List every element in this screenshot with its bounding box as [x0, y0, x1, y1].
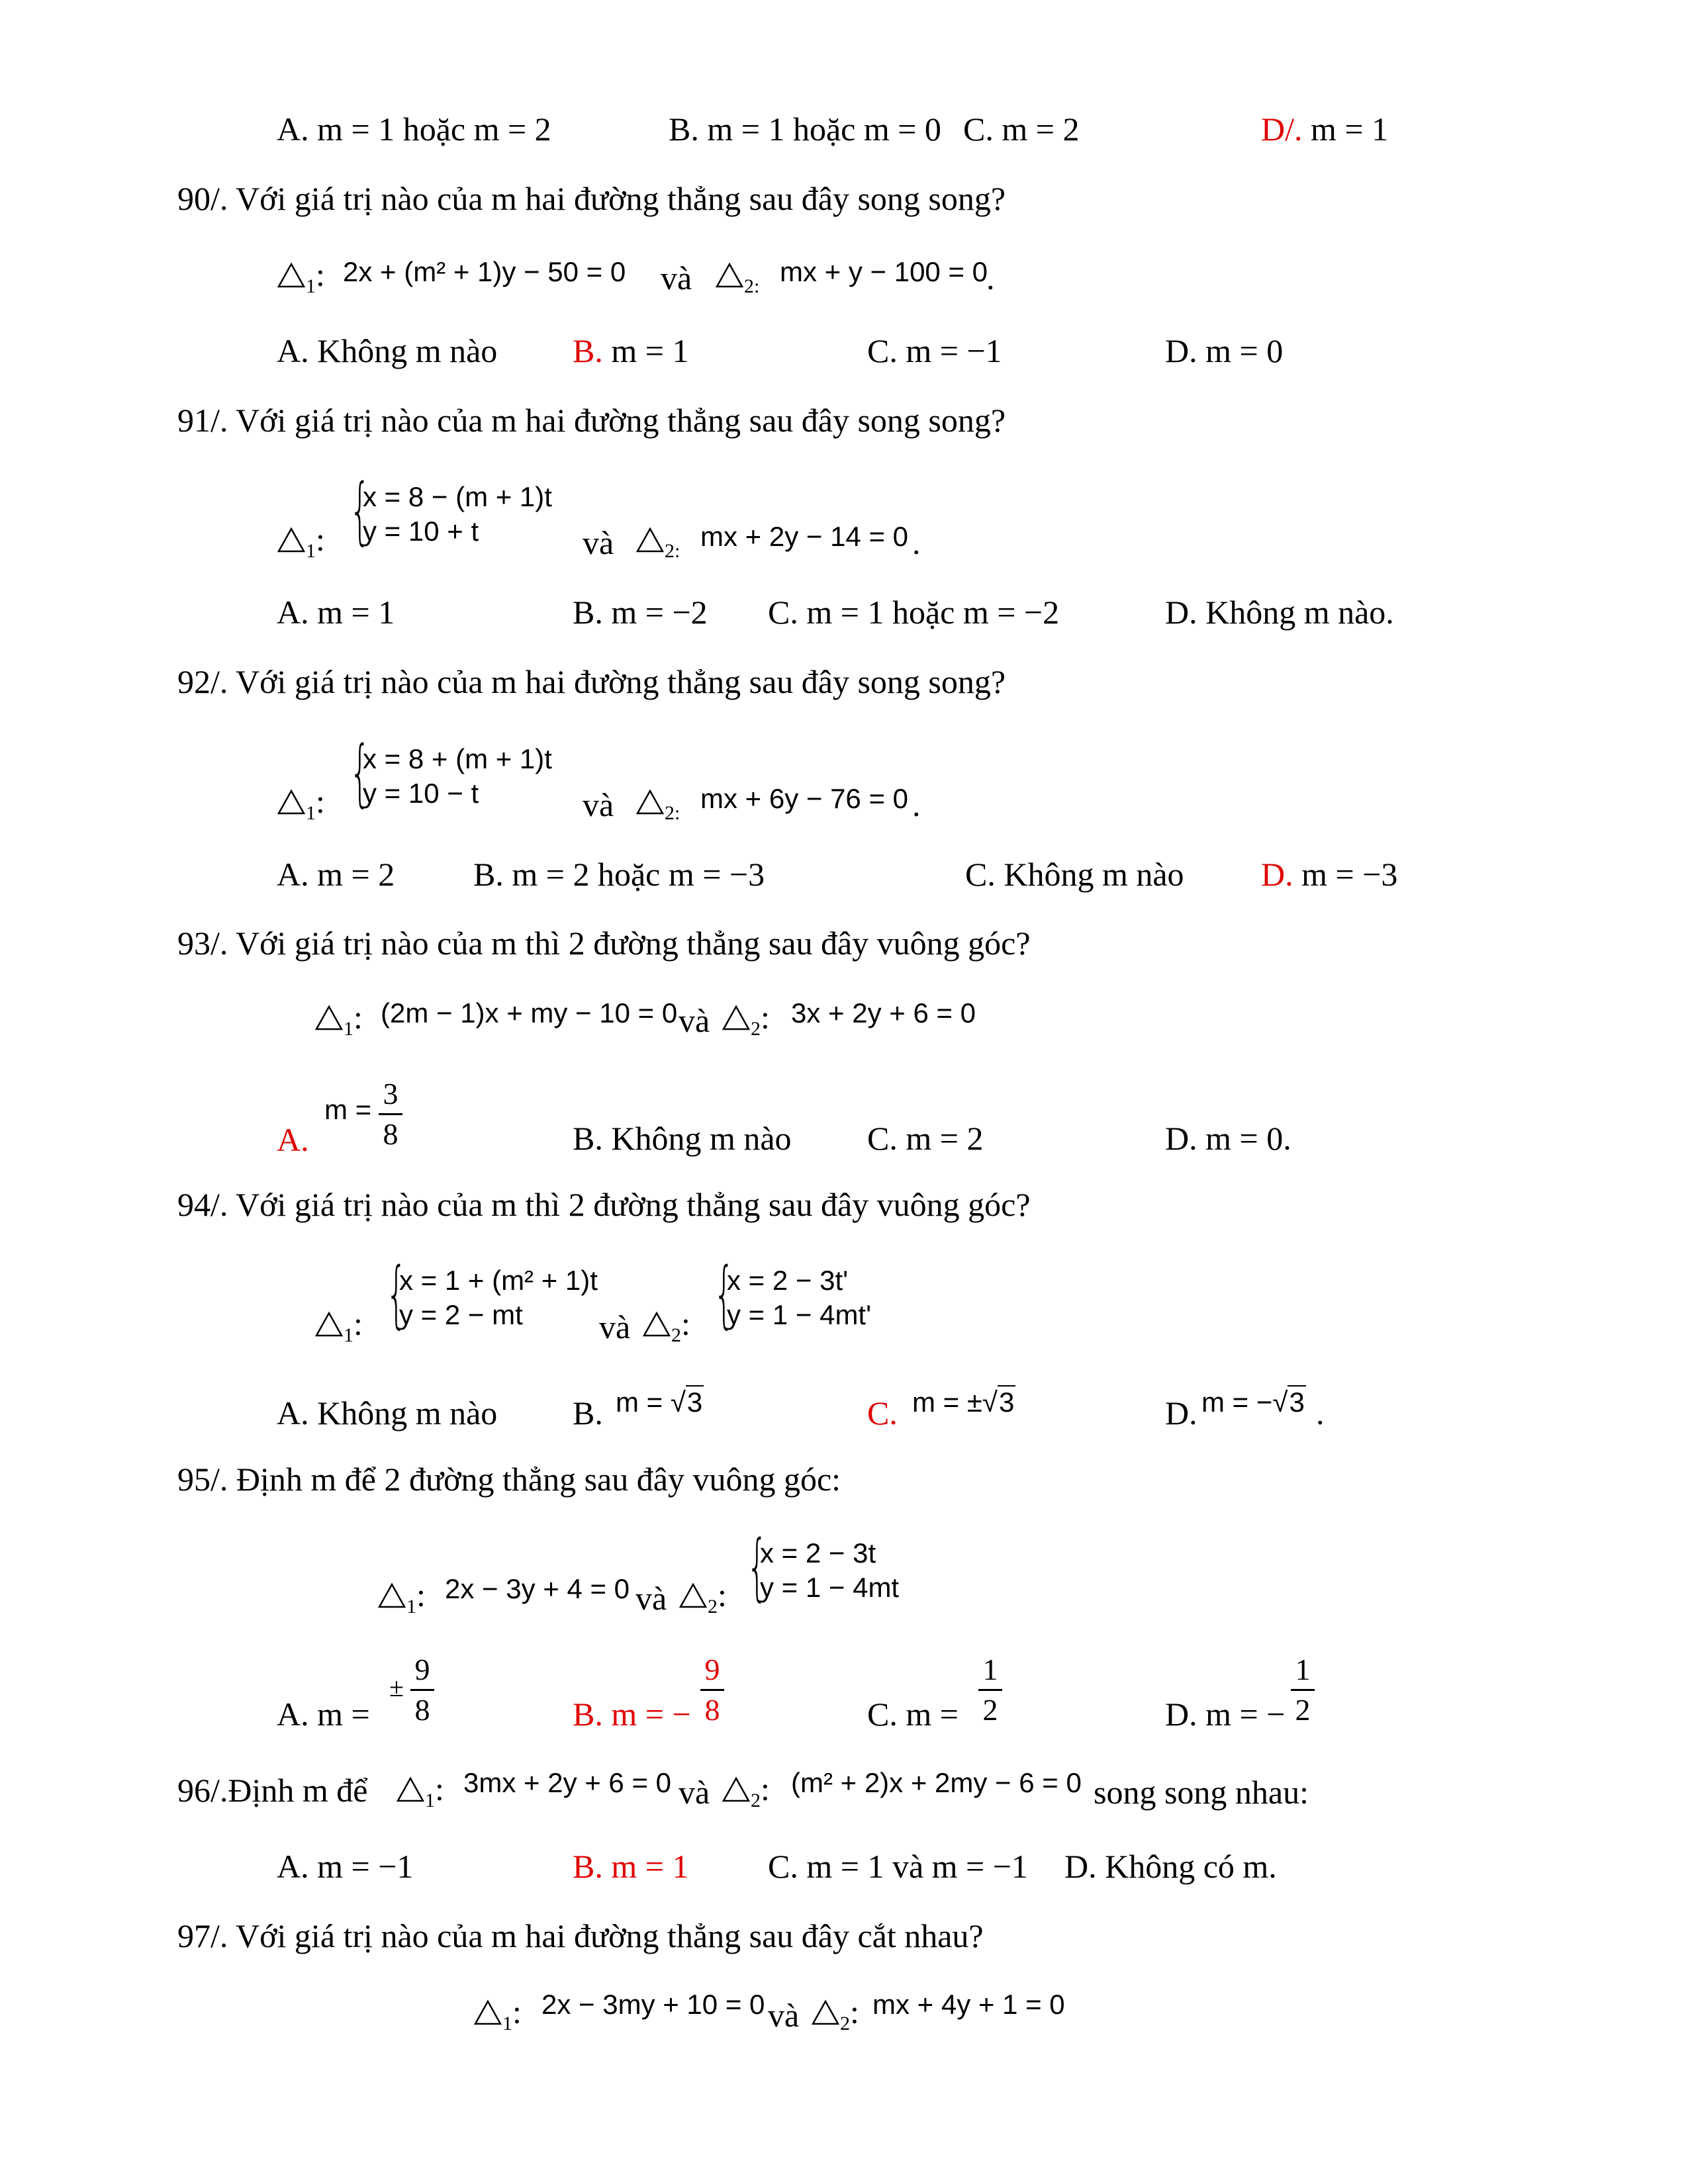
- q91-option-c: C. m = 1 hoặc m = −2: [768, 594, 1060, 631]
- colon: :: [353, 999, 363, 1036]
- fraction-bar: [410, 1689, 434, 1691]
- q95-option-a-sign: ±: [389, 1672, 404, 1702]
- q96-delta2: [722, 1772, 770, 1811]
- q96-option-a: A. m = −1: [277, 1848, 414, 1885]
- q97-and: và: [768, 1997, 800, 2034]
- triangle-icon: [635, 789, 665, 815]
- delta1-subscript: 1: [406, 1596, 416, 1617]
- colon: :: [353, 1305, 363, 1342]
- q94-and: và: [599, 1308, 631, 1345]
- triangle-icon: [473, 1999, 502, 2026]
- q94-option-d-radicand: 3: [1289, 1387, 1305, 1418]
- delta2-subscript: 2: [671, 1324, 681, 1346]
- q95-sys-line2: y = 1 − 4mt: [760, 1572, 900, 1603]
- fraction-numerator: 3: [383, 1077, 399, 1111]
- q89-option-d-value: m = 1: [1302, 111, 1389, 148]
- fraction-denominator: 8: [414, 1693, 430, 1727]
- q93-delta2: [722, 1001, 770, 1039]
- q89-option-d: [1261, 113, 1388, 146]
- q96-delta2-eq: (m² + 2)x + 2my − 6 = 0: [791, 1767, 1082, 1798]
- fraction-bar: [978, 1689, 1002, 1691]
- colon: :: [435, 1770, 444, 1807]
- triangle-icon: [314, 1311, 344, 1338]
- q89-option-a: A. m = 1 hoặc m = 2: [277, 111, 551, 148]
- delta1-subscript: 1: [306, 275, 316, 297]
- q91-question: 91/. Với giá trị nào của m hai đường thẳng sau đây song song?: [177, 402, 1006, 439]
- q91-delta2: [635, 523, 680, 561]
- delta1-subscript: 1: [306, 540, 316, 562]
- q90-option-b-letter: B.: [573, 332, 603, 369]
- q92-end: .: [912, 786, 921, 823]
- triangle-icon: [811, 1999, 840, 2026]
- q96-suffix: song song nhau:: [1094, 1774, 1309, 1811]
- q94-sys2-line1: x = 2 − 3t': [727, 1265, 849, 1296]
- delta2-subscript: 2: [744, 275, 754, 297]
- q91-option-b: B. m = −2: [573, 594, 708, 631]
- q90-option-b: [573, 334, 688, 367]
- triangle-icon: [277, 262, 306, 289]
- delta2-subscript: 2: [751, 1790, 761, 1811]
- delta1-subscript: 1: [306, 802, 316, 824]
- delta2-subscript: 2: [665, 802, 675, 824]
- delta2-subscript: 2: [751, 1018, 761, 1040]
- q92-option-a: A. m = 2: [277, 856, 395, 893]
- q92-and: và: [583, 786, 614, 823]
- q91-option-a: A. m = 1: [277, 594, 395, 631]
- q94-option-a: A. Không m nào: [277, 1394, 498, 1432]
- q94-option-c-math: m = ±√3: [912, 1387, 1015, 1418]
- q95-sys-line1: x = 2 − 3t: [760, 1537, 876, 1569]
- delta1-subscript: 1: [344, 1018, 353, 1040]
- triangle-icon: [635, 527, 665, 553]
- colon: :: [675, 802, 680, 824]
- triangle-icon: [277, 789, 306, 815]
- q97-delta1-eq: 2x − 3my + 10 = 0: [541, 1989, 765, 2020]
- fraction-numerator: 9: [704, 1653, 720, 1686]
- q93-option-b: B. Không m nào: [573, 1120, 792, 1157]
- q95-option-b-lhs: B. m = −: [573, 1696, 691, 1733]
- fraction-numerator: 1: [1295, 1653, 1311, 1686]
- q94-option-d-end: .: [1316, 1394, 1325, 1432]
- q94-sys2-line2: y = 1 − 4mt': [727, 1299, 872, 1330]
- q92-brace: {: [350, 730, 371, 815]
- q97-question: 97/. Với giá trị nào của m hai đường thẳng sau đây cắt nhau?: [177, 1917, 984, 1954]
- delta1-subscript: 1: [344, 1324, 353, 1346]
- colon: :: [316, 256, 325, 293]
- colon: :: [316, 783, 325, 820]
- q95-option-d-lhs: D. m = −: [1165, 1696, 1286, 1733]
- q89-option-d-letter: D/.: [1261, 111, 1303, 148]
- q90-option-b-value: m = 1: [602, 332, 689, 369]
- q91-delta2-eq: mx + 2y − 14 = 0: [700, 521, 909, 552]
- q93-option-d: D. m = 0.: [1165, 1120, 1291, 1157]
- q95-option-a-fraction: [410, 1655, 434, 1725]
- q97-delta2-eq: mx + 4y + 1 = 0: [872, 1989, 1065, 2020]
- q92-option-d: [1261, 858, 1397, 891]
- q92-delta2: [635, 785, 680, 823]
- q94-option-b-lhs: m =: [616, 1387, 663, 1418]
- fraction-denominator: 8: [704, 1693, 720, 1727]
- q94-brace1: {: [386, 1251, 407, 1336]
- q96-option-b: B. m = 1: [573, 1848, 689, 1885]
- q90-and: và: [661, 259, 692, 296]
- q93-delta1-eq: (2m − 1)x + my − 10 = 0: [381, 997, 678, 1028]
- triangle-icon: [277, 527, 306, 553]
- fraction-bar: [1291, 1689, 1315, 1691]
- triangle-icon: [679, 1582, 708, 1609]
- q93-option-a-letter: A.: [277, 1121, 309, 1158]
- q93-option-c: C. m = 2: [867, 1120, 984, 1157]
- q92-question: 92/. Với giá trị nào của m hai đường thẳng sau đây song song?: [177, 663, 1006, 700]
- fraction-numerator: 1: [982, 1653, 998, 1686]
- q93-and: và: [679, 1002, 710, 1039]
- q91-sys-line2: y = 10 + t: [363, 516, 479, 547]
- triangle-icon: [642, 1311, 671, 1338]
- colon: :: [675, 540, 680, 562]
- q96-delta1: [396, 1772, 444, 1811]
- colon: :: [761, 1770, 770, 1807]
- q94-option-c-lhs: m = ±: [912, 1387, 982, 1418]
- fraction-numerator: 9: [414, 1653, 430, 1686]
- q90-option-a: A. Không m nào: [277, 332, 498, 369]
- q90-delta2-eq: mx + y − 100 = 0: [780, 256, 988, 287]
- q92-option-d-letter: D.: [1261, 856, 1293, 893]
- fraction-denominator: 2: [1295, 1693, 1311, 1727]
- q95-option-d-fraction: [1291, 1655, 1315, 1725]
- q94-option-b-math: m = √3: [616, 1387, 703, 1418]
- q95-and: và: [635, 1580, 667, 1617]
- triangle-icon: [722, 1005, 751, 1031]
- q93-option-a-fraction: [379, 1079, 402, 1150]
- q97-delta1: [473, 1995, 522, 2034]
- q93-question: 93/. Với giá trị nào của m thì 2 đường thẳng sau đây vuông góc?: [177, 925, 1031, 962]
- fraction-denominator: 2: [982, 1693, 998, 1727]
- q92-delta2-eq: mx + 6y − 76 = 0: [700, 783, 909, 814]
- q95-delta2: [679, 1578, 727, 1617]
- q96-delta1-eq: 3mx + 2y + 6 = 0: [463, 1767, 672, 1798]
- q92-delta1: [277, 785, 325, 823]
- q90-delta1: [277, 258, 325, 296]
- delta1-subscript: 1: [502, 2013, 512, 2034]
- q95-option-a-lhs: A. m =: [277, 1696, 370, 1733]
- q90-delta2: [715, 258, 759, 296]
- q90-end: .: [986, 259, 995, 296]
- colon: :: [754, 275, 760, 297]
- q90-option-c: C. m = −1: [867, 332, 1002, 369]
- q91-end: .: [912, 524, 921, 561]
- q93-delta1: [314, 1001, 363, 1039]
- q95-delta1-eq: 2x − 3y + 4 = 0: [445, 1573, 630, 1604]
- q96-and: và: [679, 1774, 710, 1811]
- q94-delta1: [314, 1307, 363, 1345]
- q95-brace: {: [747, 1524, 768, 1609]
- q94-option-c-radicand: 3: [998, 1387, 1015, 1418]
- q94-brace2: {: [714, 1251, 735, 1336]
- q93-option-a-lhs: m =: [324, 1094, 372, 1125]
- q94-sys1-line2: y = 2 − mt: [399, 1299, 523, 1330]
- colon: :: [761, 999, 770, 1036]
- q90-question: 90/. Với giá trị nào của m hai đường thẳng sau đây song song?: [177, 180, 1006, 217]
- q91-delta1: [277, 523, 325, 561]
- q96-prefix: 96/.Định m để: [177, 1772, 368, 1809]
- q91-option-d: D. Không m nào.: [1165, 594, 1394, 631]
- q95-option-c-fraction: [978, 1655, 1002, 1725]
- delta2-subscript: 2: [665, 540, 675, 562]
- fraction-bar: [700, 1689, 724, 1691]
- delta1-subscript: 1: [425, 1790, 435, 1811]
- triangle-icon: [715, 262, 744, 289]
- colon: :: [512, 1993, 522, 2030]
- q94-option-d-letter: D.: [1165, 1394, 1197, 1432]
- q91-sys-line1: x = 8 − (m + 1)t: [363, 481, 552, 512]
- q96-option-d: D. Không có m.: [1064, 1848, 1277, 1885]
- q95-question: 95/. Định m để 2 đường thẳng sau đây vuông góc:: [177, 1461, 841, 1498]
- triangle-icon: [377, 1582, 406, 1609]
- q94-option-d-lhs: m = −: [1201, 1387, 1273, 1418]
- q91-and: và: [583, 524, 614, 561]
- q92-option-c: C. Không m nào: [965, 856, 1184, 893]
- q97-delta2: [811, 1995, 859, 2034]
- q94-option-b-letter: B.: [573, 1394, 603, 1432]
- q92-option-b: B. m = 2 hoặc m = −3: [473, 856, 765, 893]
- colon: :: [416, 1576, 426, 1614]
- colon: :: [316, 521, 325, 558]
- q92-option-d-value: m = −3: [1293, 856, 1398, 893]
- q89-option-c: C. m = 2: [963, 111, 1080, 148]
- fraction-bar: [379, 1113, 402, 1115]
- q92-sys-line1: x = 8 + (m + 1)t: [363, 743, 552, 774]
- q94-option-c-letter: C.: [867, 1394, 898, 1432]
- q90-delta1-eq: 2x + (m² + 1)y − 50 = 0: [343, 256, 626, 287]
- q94-sys1-line1: x = 1 + (m² + 1)t: [399, 1265, 598, 1296]
- q96-option-c: C. m = 1 và m = −1: [768, 1848, 1028, 1885]
- q91-brace: {: [350, 468, 371, 553]
- q94-option-b-radicand: 3: [686, 1387, 703, 1418]
- colon: :: [718, 1576, 727, 1614]
- triangle-icon: [314, 1005, 344, 1031]
- delta2-subscript: 2: [840, 2013, 850, 2034]
- colon: :: [850, 1993, 859, 2030]
- q90-option-d: D. m = 0: [1165, 332, 1284, 369]
- delta2-subscript: 2: [708, 1596, 718, 1617]
- q93-delta2-eq: 3x + 2y + 6 = 0: [791, 997, 976, 1028]
- q94-question: 94/. Với giá trị nào của m thì 2 đường thẳng sau đây vuông góc?: [177, 1186, 1031, 1223]
- q89-option-b: B. m = 1 hoặc m = 0: [669, 111, 941, 148]
- q95-delta1: [377, 1578, 426, 1617]
- q95-option-b-fraction: [700, 1655, 724, 1725]
- fraction-denominator: 8: [383, 1117, 399, 1151]
- triangle-icon: [722, 1776, 751, 1803]
- q95-option-c-lhs: C. m =: [867, 1696, 959, 1733]
- colon: :: [681, 1305, 690, 1342]
- triangle-icon: [396, 1776, 425, 1803]
- q94-delta2: [642, 1307, 690, 1345]
- q94-option-d-math: m = −√3: [1201, 1387, 1305, 1418]
- q92-sys-line2: y = 10 − t: [363, 778, 479, 809]
